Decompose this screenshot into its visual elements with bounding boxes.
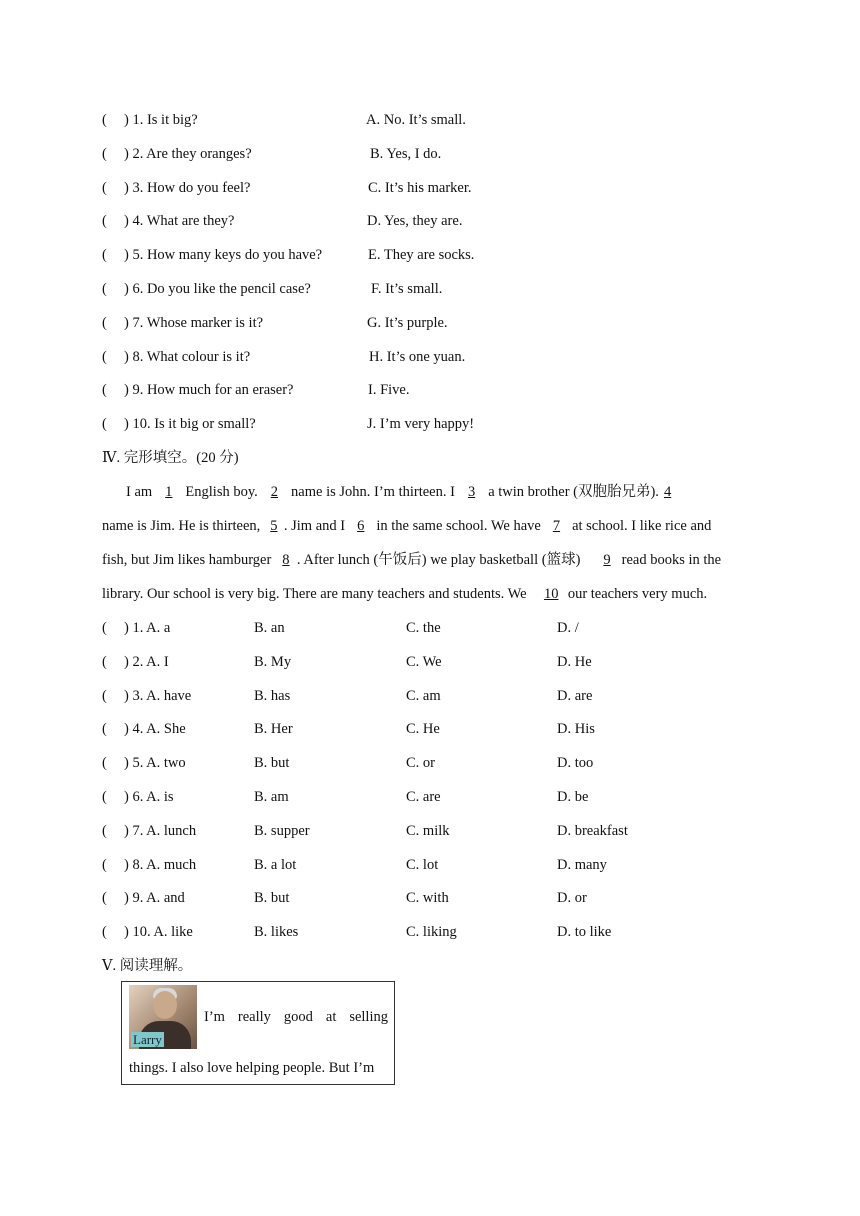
option-b[interactable]: B. but xyxy=(254,755,290,772)
choice-number-option-a[interactable]: ) 5. A. two xyxy=(124,755,186,772)
matching-question: ) 9. How much for an eraser? xyxy=(124,382,294,399)
blank-6: 6 xyxy=(357,518,365,534)
matching-question: ) 1. Is it big? xyxy=(124,112,198,128)
answer-paren[interactable]: ( xyxy=(102,755,107,772)
choice-number-option-a[interactable]: ) 3. A. have xyxy=(124,687,192,704)
passage-line-2: name is Jim. He is thirteen, 5 . Jim and I 6 in the same school. We have 7 at school. I like rice and xyxy=(102,518,712,534)
choice-number-option-a[interactable]: ) 6. A. is xyxy=(124,789,174,805)
option-c[interactable]: C. or xyxy=(406,755,435,772)
option-c[interactable]: C. am xyxy=(406,687,441,704)
option-d[interactable]: D. or xyxy=(557,890,587,907)
reading-text-line-1: I’m really good at selling xyxy=(204,1009,388,1025)
reading-text-line-2: things. I also love helping people. But I’m xyxy=(129,1060,375,1076)
matching-answer: C. It’s his marker. xyxy=(368,179,472,196)
option-c[interactable]: C. We xyxy=(406,653,442,670)
answer-paren[interactable]: ( xyxy=(102,112,107,128)
answer-paren[interactable]: ( xyxy=(102,416,107,433)
answer-paren[interactable]: ( xyxy=(102,822,107,839)
answer-paren[interactable]: ( xyxy=(102,687,107,704)
person-photo xyxy=(129,985,197,1049)
option-d[interactable]: D. He xyxy=(557,653,592,670)
option-c[interactable]: C. with xyxy=(406,890,449,907)
section-4-title: Ⅳ. 完形填空。(20 分) xyxy=(102,450,239,466)
answer-paren[interactable]: ( xyxy=(102,247,107,264)
answer-paren[interactable]: ( xyxy=(102,145,107,162)
answer-paren[interactable]: ( xyxy=(102,281,107,297)
option-d[interactable]: D. many xyxy=(557,856,607,873)
answer-paren[interactable]: ( xyxy=(102,348,107,365)
matching-answer: I. Five. xyxy=(368,382,410,399)
matching-answer: E. They are socks. xyxy=(368,247,475,264)
passage-line-1: I am 1 English boy. 2 name is John. I’m thirteen. I 3 a twin brother (双胞胎兄弟). 4 xyxy=(126,484,672,500)
answer-paren[interactable]: ( xyxy=(102,382,107,399)
section-5-title: Ⅴ. 阅读理解。 xyxy=(102,958,193,974)
option-c[interactable]: C. He xyxy=(406,721,440,738)
choice-number-option-a[interactable]: ) 2. A. I xyxy=(124,653,169,670)
matching-answer: H. It’s one yuan. xyxy=(369,348,466,365)
matching-question: ) 6. Do you like the pencil case? xyxy=(124,281,311,297)
answer-paren[interactable]: ( xyxy=(102,179,107,196)
option-d[interactable]: D. to like xyxy=(557,924,612,941)
blank-1: 1 xyxy=(165,484,173,500)
choice-number-option-a[interactable]: ) 8. A. much xyxy=(124,856,197,873)
matching-question: ) 8. What colour is it? xyxy=(124,348,251,365)
option-b[interactable]: B. an xyxy=(254,620,285,636)
photo-name-label: Larry xyxy=(133,1032,162,1047)
reading-card xyxy=(121,981,395,1085)
choice-number-option-a[interactable]: ) 9. A. and xyxy=(124,890,185,907)
matching-answer: D. Yes, they are. xyxy=(367,213,463,230)
option-d[interactable]: D. too xyxy=(557,755,594,772)
blank-2: 2 xyxy=(270,484,279,500)
option-d[interactable]: D. His xyxy=(557,721,595,738)
option-b[interactable]: B. am xyxy=(254,789,289,805)
option-b[interactable]: B. Her xyxy=(254,721,293,738)
matching-question: ) 5. How many keys do you have? xyxy=(124,247,323,264)
passage-line-4: library. Our school is very big. There are many teachers and students. We 10 our teachers very much. xyxy=(102,586,708,602)
answer-paren[interactable]: ( xyxy=(102,890,107,907)
answer-paren[interactable]: ( xyxy=(102,924,107,941)
answer-paren[interactable]: ( xyxy=(102,721,107,738)
option-b[interactable]: B. My xyxy=(254,653,292,670)
answer-paren[interactable]: ( xyxy=(102,789,107,805)
matching-answer: G. It’s purple. xyxy=(367,314,448,331)
blank-7: 7 xyxy=(552,518,561,534)
option-b[interactable]: B. but xyxy=(254,890,290,907)
option-c[interactable]: C. lot xyxy=(406,856,439,873)
answer-paren[interactable]: ( xyxy=(102,856,107,873)
option-d[interactable]: D. are xyxy=(557,687,593,704)
option-d[interactable]: D. be xyxy=(557,789,589,805)
choice-number-option-a[interactable]: ) 1. A. a xyxy=(124,620,171,636)
option-c[interactable]: C. are xyxy=(406,789,441,805)
answer-paren[interactable]: ( xyxy=(102,213,107,230)
option-c[interactable]: C. the xyxy=(406,620,441,636)
blank-5: 5 xyxy=(270,518,278,534)
answer-paren[interactable]: ( xyxy=(102,653,107,670)
matching-answer: F. It’s small. xyxy=(371,281,443,297)
passage-line-3: fish, but Jim likes hamburger 8 . After lunch (午饭后) we play basketball (篮球) 9 read books in the xyxy=(102,552,722,568)
choice-number-option-a[interactable]: ) 10. A. like xyxy=(124,924,193,941)
blank-8: 8 xyxy=(282,552,290,568)
option-d[interactable]: D. breakfast xyxy=(557,822,628,839)
matching-answer: B. Yes, I do. xyxy=(370,145,442,162)
choice-number-option-a[interactable]: ) 4. A. She xyxy=(124,721,186,738)
matching-answer: A. No. It’s small. xyxy=(366,112,466,128)
matching-question: ) 7. Whose marker is it? xyxy=(124,314,264,331)
option-d[interactable]: D. / xyxy=(557,620,579,636)
blank-9: 9 xyxy=(603,552,611,568)
matching-answer: J. I’m very happy! xyxy=(367,416,475,433)
matching-question: ) 2. Are they oranges? xyxy=(124,145,252,162)
choice-number-option-a[interactable]: ) 7. A. lunch xyxy=(124,822,197,839)
answer-paren[interactable]: ( xyxy=(102,314,107,331)
option-b[interactable]: B. a lot xyxy=(254,856,297,873)
blank-10: 10 xyxy=(543,586,559,602)
blank-3: 3 xyxy=(467,484,476,500)
option-b[interactable]: B. supper xyxy=(254,822,310,839)
blank-4: 4 xyxy=(663,484,672,500)
option-b[interactable]: B. likes xyxy=(254,924,299,941)
option-c[interactable]: C. liking xyxy=(406,924,457,941)
matching-question: ) 10. Is it big or small? xyxy=(124,416,256,433)
answer-paren[interactable]: ( xyxy=(102,620,107,636)
option-b[interactable]: B. has xyxy=(254,687,291,704)
matching-question: ) 3. How do you feel? xyxy=(124,179,251,196)
matching-question: ) 4. What are they? xyxy=(124,213,235,230)
option-c[interactable]: C. milk xyxy=(406,822,450,839)
